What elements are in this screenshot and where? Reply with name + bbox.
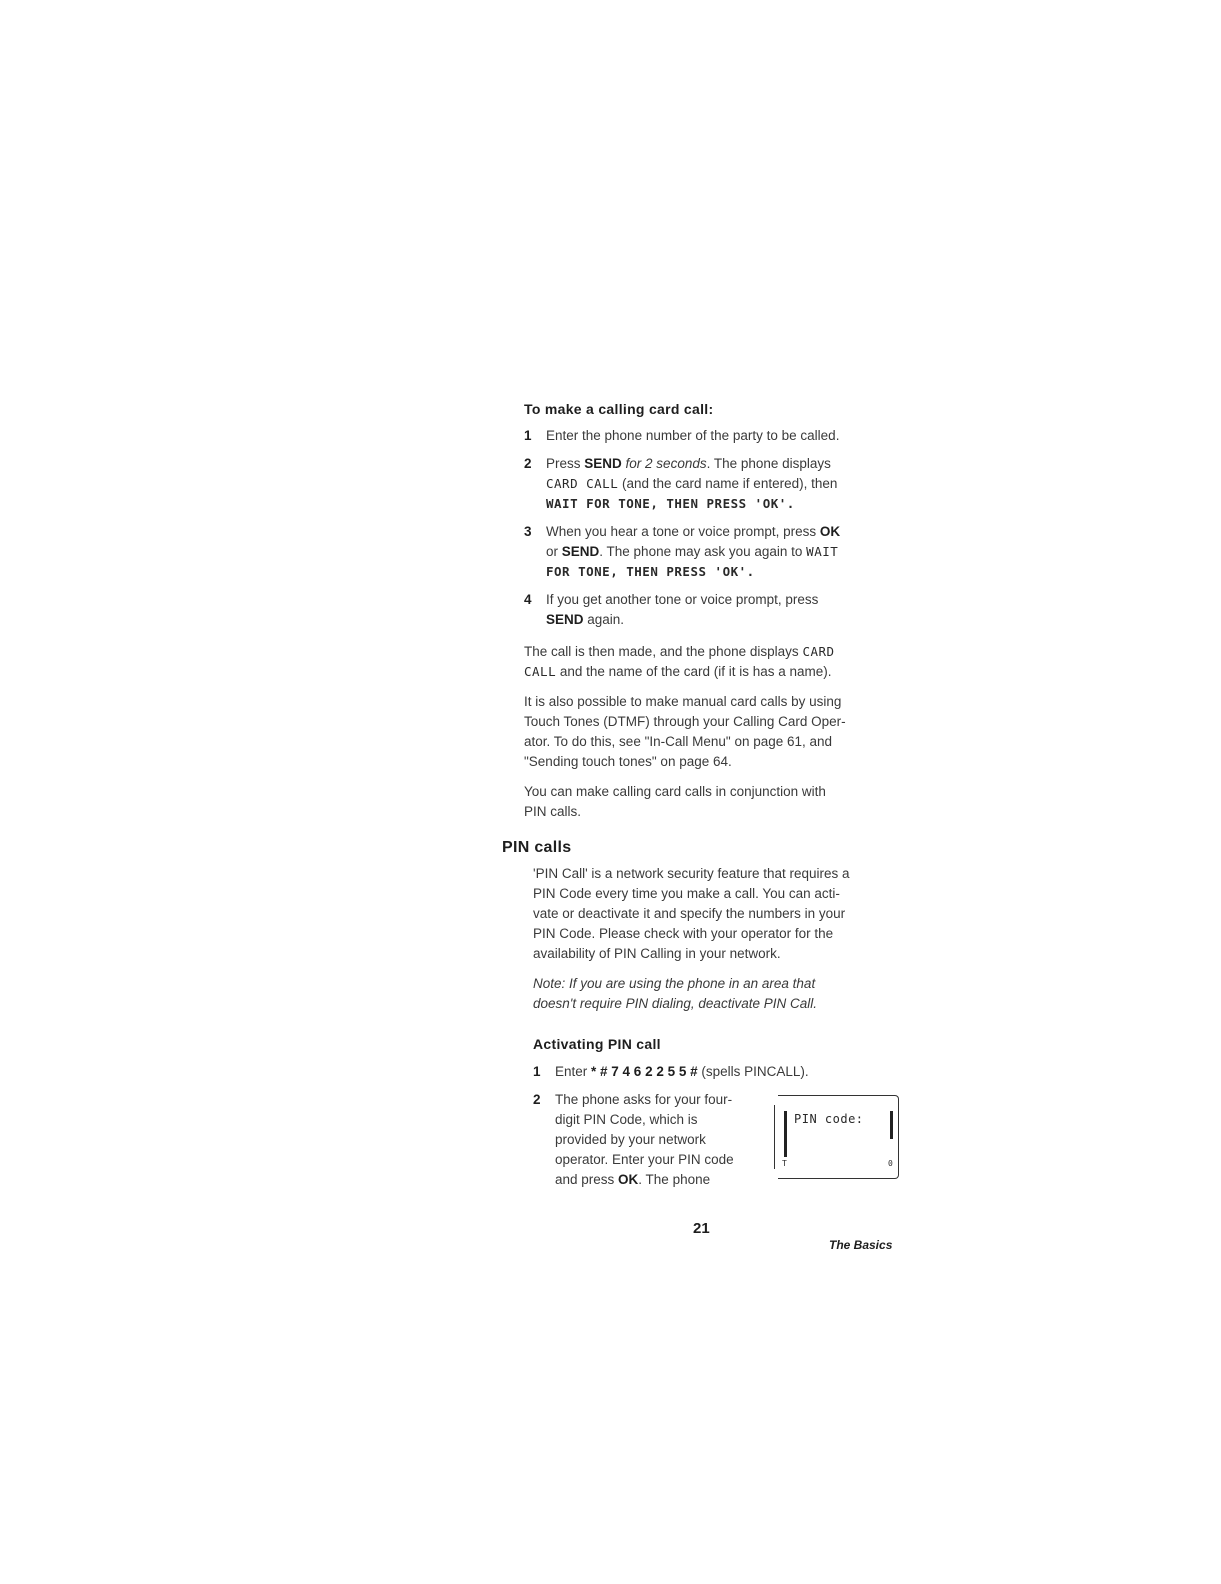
step-text xyxy=(546,522,904,582)
text-line: provided by your network xyxy=(555,1132,706,1147)
step-4 xyxy=(524,590,904,630)
display-for-tone: FOR TONE, THEN PRESS 'OK'. xyxy=(546,564,755,579)
display-frame xyxy=(778,1095,899,1179)
pin-step-1 xyxy=(533,1062,903,1082)
step-2 xyxy=(524,454,904,514)
step-number: 1 xyxy=(524,428,532,443)
send-key: SEND xyxy=(546,612,584,627)
phone-display xyxy=(774,1095,900,1179)
pin-code-sequence: * # 7 4 6 2 2 5 5 # xyxy=(591,1064,698,1079)
manual-card-paragraph xyxy=(524,692,904,772)
display-corner-left: T xyxy=(782,1159,788,1168)
pin-code-prompt: PIN code: xyxy=(794,1112,864,1126)
display-card-call: CARD CALL xyxy=(546,476,619,491)
calling-card-heading: To make a calling card call: xyxy=(524,401,714,417)
text-line: PIN calls. xyxy=(524,804,582,819)
text-line: It is also possible to make manual card calls by using xyxy=(524,694,842,709)
step-number: 2 xyxy=(524,456,532,471)
step-1 xyxy=(524,426,904,446)
step-text xyxy=(546,590,904,630)
display-right-bracket xyxy=(890,1111,893,1139)
text-line: PIN Code. Please check with your operator for the xyxy=(533,926,834,941)
italic-run: for 2 seconds xyxy=(625,456,707,471)
text-run: The call is then made, and the phone displays xyxy=(524,644,803,659)
display-call: CALL xyxy=(524,664,557,679)
conjunction-paragraph xyxy=(524,782,904,822)
text-run: and the name of the card (if it is has a name). xyxy=(556,664,832,679)
text-line: doesn't require PIN dialing, deactivate PIN Call. xyxy=(533,996,817,1011)
step-text xyxy=(546,454,904,514)
text-run: When you hear a tone or voice prompt, press xyxy=(546,524,820,539)
text-line: Note: If you are using the phone in an area that xyxy=(533,976,816,991)
text-run: and press xyxy=(555,1172,619,1187)
text-run: . The phone may ask you again to xyxy=(599,544,807,559)
display-left-bracket xyxy=(784,1111,787,1157)
calling-card-steps xyxy=(524,426,904,822)
call-made-paragraph xyxy=(524,642,904,682)
pin-calls-heading: PIN calls xyxy=(502,839,572,856)
text-line: availability of PIN Calling in your network. xyxy=(533,946,781,961)
text-line: Touch Tones (DTMF) through your Calling Card Oper- xyxy=(524,714,846,729)
text-run: Press xyxy=(546,456,585,471)
text-run: Enter xyxy=(555,1064,592,1079)
step-3 xyxy=(524,522,904,582)
ok-key: OK xyxy=(618,1172,639,1187)
pin-step-2 xyxy=(533,1090,763,1190)
display-wait: WAIT xyxy=(806,544,839,559)
text-line: 'PIN Call' is a network security feature that requires a xyxy=(533,866,850,881)
display-left-edge xyxy=(774,1105,775,1169)
text-line: "Sending touch tones" on page 64. xyxy=(524,754,732,769)
ok-key: OK xyxy=(819,524,841,539)
display-card: CARD xyxy=(802,644,835,659)
text-run: (and the card name if entered), then xyxy=(618,476,838,491)
page-number: 21 xyxy=(693,1220,710,1237)
text-line: ator. To do this, see "In-Call Menu" on page 61, and xyxy=(524,734,833,749)
text-line: vate or deactivate it and specify the numbers in your xyxy=(533,906,846,921)
send-key: SEND xyxy=(561,544,600,559)
text-line: operator. Enter your PIN code xyxy=(555,1152,734,1167)
step-text xyxy=(555,1090,763,1190)
text-line: You can make calling card calls in conjunction with xyxy=(524,784,826,799)
step-number: 4 xyxy=(524,592,532,607)
step-text xyxy=(555,1062,903,1082)
activating-pin-heading: Activating PIN call xyxy=(533,1036,661,1052)
display-wait-for-tone: WAIT FOR TONE, THEN PRESS 'OK'. xyxy=(546,496,795,511)
step-text: Enter the phone number of the party to be called. xyxy=(546,428,840,443)
send-key: SEND xyxy=(584,456,622,471)
pin-note xyxy=(533,974,903,1014)
step-number: 2 xyxy=(533,1092,541,1107)
text-run: . The phone displays xyxy=(706,456,831,471)
display-corner-right: 0 xyxy=(888,1159,894,1168)
pin-intro-paragraph xyxy=(533,864,903,964)
text-run: . The phone xyxy=(638,1172,711,1187)
text-run: or xyxy=(546,544,562,559)
text-line: The phone asks for your four- xyxy=(555,1092,733,1107)
step-number: 1 xyxy=(533,1064,541,1079)
text-run: again. xyxy=(583,612,625,627)
step-number: 3 xyxy=(524,524,532,539)
text-run: (spells PINCALL). xyxy=(697,1064,809,1079)
section-footer: The Basics xyxy=(829,1238,893,1252)
text-line: PIN Code every time you make a call. You can acti- xyxy=(533,886,840,901)
text-run: If you get another tone or voice prompt, press xyxy=(546,592,819,607)
text-line: digit PIN Code, which is xyxy=(555,1112,698,1127)
